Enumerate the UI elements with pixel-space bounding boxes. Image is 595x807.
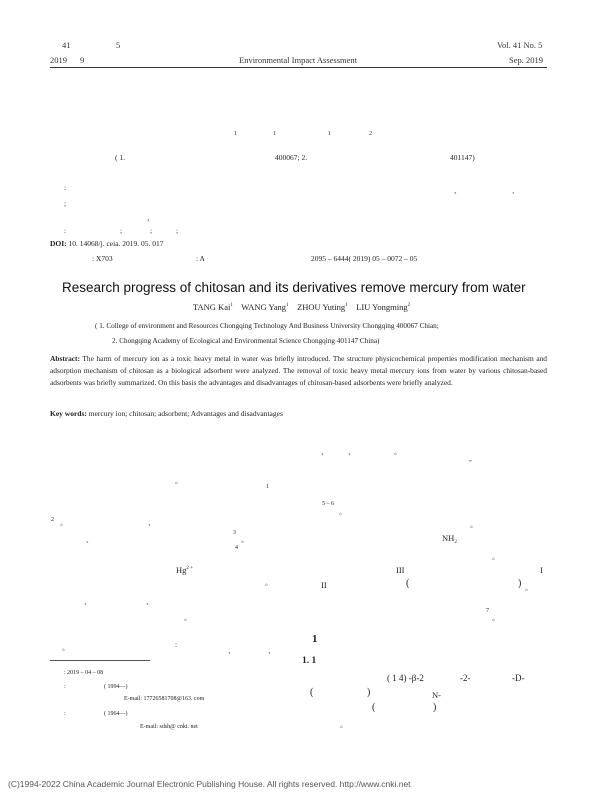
n-prefix: N-	[432, 690, 441, 700]
english-abstract	[50, 353, 547, 389]
hg-symbol: Hg	[176, 565, 187, 575]
document-code: : A	[196, 254, 205, 263]
right-period-3: 。	[470, 520, 478, 529]
header-date-en: Sep. 2019	[509, 55, 543, 65]
right-dun-2: 、	[348, 447, 356, 456]
english-title: Research progress of chitosan and its derivatives remove mercury from water	[62, 280, 526, 295]
english-affiliation-1: ( 1. College of environment and Resources Chongqing Technology And Business University Chongqing 400067 Chian;	[95, 322, 439, 330]
right-dun-1: 、	[321, 447, 329, 456]
nh2-subscript: 2	[454, 539, 458, 545]
footnote-author2-email: E-mail: sdsh@ cnki. net	[140, 724, 198, 730]
header-volume-en: Vol. 41 No. 5	[497, 40, 543, 50]
right-period-4: 。	[492, 552, 500, 561]
header-issue-cn: 5	[116, 40, 121, 50]
keywords-label: Key words:	[50, 409, 87, 418]
footnote-author2-colon: :	[64, 711, 66, 717]
cn-keywords-label-colon: :	[64, 226, 67, 235]
right-paren-close: )	[518, 578, 522, 589]
clc-number: : X703	[92, 254, 113, 263]
roman-i: I	[540, 565, 543, 575]
author-sup: 1	[345, 303, 348, 308]
left-dun-3: 、	[84, 597, 92, 606]
left-dun-2: 、	[86, 535, 94, 544]
formula-part-a: ( 1 4) -β-2	[387, 673, 424, 683]
english-affiliation-2: 2. Chongqing Academy of Ecological and Environmental Science Chongqing 401147 China)	[112, 337, 380, 345]
author-sup: 2	[407, 303, 411, 308]
cn-keyword-sep-3: ;	[176, 226, 179, 235]
footnote-received: : 2019 – 04 – 08	[64, 670, 104, 676]
ref-sup-2: 2	[51, 517, 54, 523]
author-name: TANG Kai	[193, 302, 231, 312]
author-sup: 1	[286, 303, 289, 308]
section-heading-1-1: 1. 1	[302, 656, 317, 666]
left-colon: :	[175, 640, 178, 649]
left-dun-6: 、	[268, 646, 276, 655]
right-paren-c: (	[372, 702, 376, 713]
cn-author-sup-4: 2	[369, 131, 372, 137]
right-period-1: 。	[394, 447, 402, 456]
author-name: LIU Yongming	[356, 302, 408, 312]
formula-part-c: -D-	[512, 673, 525, 683]
right-paren-open: (	[406, 578, 410, 589]
left-dun-1: 、	[148, 518, 156, 527]
author-name: ZHOU Yuting	[297, 302, 346, 312]
right-period-2: 。	[339, 507, 347, 516]
left-period-1: 。	[175, 476, 183, 485]
roman-ii: II	[321, 580, 327, 590]
formula-part-b: -2-	[460, 673, 471, 683]
ref-sup-5-6: 5 – 6	[322, 501, 334, 507]
abstract-label: Abstract:	[50, 354, 80, 363]
cn-abstract-label-colon: :	[64, 183, 67, 192]
cn-abstract-punct-2: 、	[512, 186, 520, 195]
hg-charge: 2 +	[186, 566, 193, 571]
ref-sup-7: 7	[486, 608, 489, 614]
left-period-3: 。	[241, 535, 249, 544]
cn-author-sup-2: 1	[273, 131, 276, 137]
cn-keyword-sep-1: ;	[120, 226, 123, 235]
left-dun-4: 、	[146, 597, 154, 606]
article-issn-code: 2095 – 6444( 2019) 05 – 0072 – 05	[311, 254, 418, 263]
copyright-footer: (C)1994-2022 China Academic Journal Electronic Publishing House. All rights reserved. http://www.cnki.net	[8, 779, 411, 789]
header-month-cn: 9	[80, 55, 85, 65]
doi-label: DOI:	[50, 239, 67, 248]
cn-affil-open: ( 1.	[115, 153, 125, 162]
footnote-author1-email: E-mail: 17726581708@163. com	[124, 696, 205, 702]
english-authors	[193, 302, 410, 312]
cn-author-sup-3: 1	[328, 131, 331, 137]
keywords-text: mercury ion; chitosan; adsorbent; Advantages and disadvantages	[88, 409, 283, 418]
header-year-cn: 2019	[50, 55, 67, 65]
nh2-group	[442, 533, 457, 543]
ref-sup-3: 3	[233, 530, 236, 536]
right-period-6: 。	[492, 613, 500, 622]
left-period-6: 。	[62, 643, 70, 652]
left-period-4: 。	[265, 578, 273, 587]
right-paren-d: )	[433, 702, 437, 713]
footnote-author1-years: ( 1994—)	[104, 684, 128, 690]
cn-affil-mid: 400067; 2.	[275, 153, 308, 162]
right-paren-b: )	[367, 687, 371, 698]
section-heading-1: 1	[312, 633, 318, 645]
footnote-rule	[50, 660, 150, 661]
footnote-author1-colon: :	[64, 684, 66, 690]
header-rule	[50, 67, 547, 68]
abstract-text: The harm of mercury ion as a toxic heavy metal in water was briefly introduced. The structure physicochemical properties modification mechanism and adsorption mechanism of chitosan as a biological adsorbent were analyzed. The removal of toxic heavy metal mercury ions from water by various chitosan-based adsorbents was briefly summarized. On this basis the advantages and disadvantages of chitosan-based adsorbents were briefly analyzed.	[50, 354, 548, 387]
left-period-5: 。	[184, 613, 192, 622]
left-dun-5: 、	[228, 646, 236, 655]
cn-affil-end: 401147)	[450, 153, 475, 162]
left-period-2: 。	[60, 518, 68, 527]
roman-iii: III	[396, 565, 405, 575]
right-paren-a: (	[310, 687, 314, 698]
english-keywords	[50, 409, 283, 418]
footnote-author2-years: ( 1964—)	[104, 711, 128, 717]
cn-abstract-comma: ，	[147, 213, 155, 222]
header-volume-cn: 41	[62, 40, 71, 50]
ref-sup-1: 1	[266, 484, 269, 490]
ref-sup-4: 4	[235, 545, 238, 551]
right-quote: ”	[469, 460, 472, 466]
right-period-7: 。	[340, 720, 348, 729]
cn-keyword-sep-2: ;	[150, 226, 153, 235]
cn-author-sup-1: 1	[234, 131, 237, 137]
author-name: WANG Yang	[241, 302, 287, 312]
cn-abstract-semicolon: ;	[64, 199, 67, 208]
nh2-symbol: NH	[442, 533, 455, 543]
author-sup: 1	[230, 303, 233, 308]
header-journal-name: Environmental Impact Assessment	[239, 55, 358, 65]
cn-abstract-punct-1: 、	[454, 186, 462, 195]
doi-value: 10. 14068/j. ceia. 2019. 05. 017	[68, 239, 164, 248]
hg-ion	[176, 565, 193, 575]
right-period-5: 。	[525, 583, 533, 592]
